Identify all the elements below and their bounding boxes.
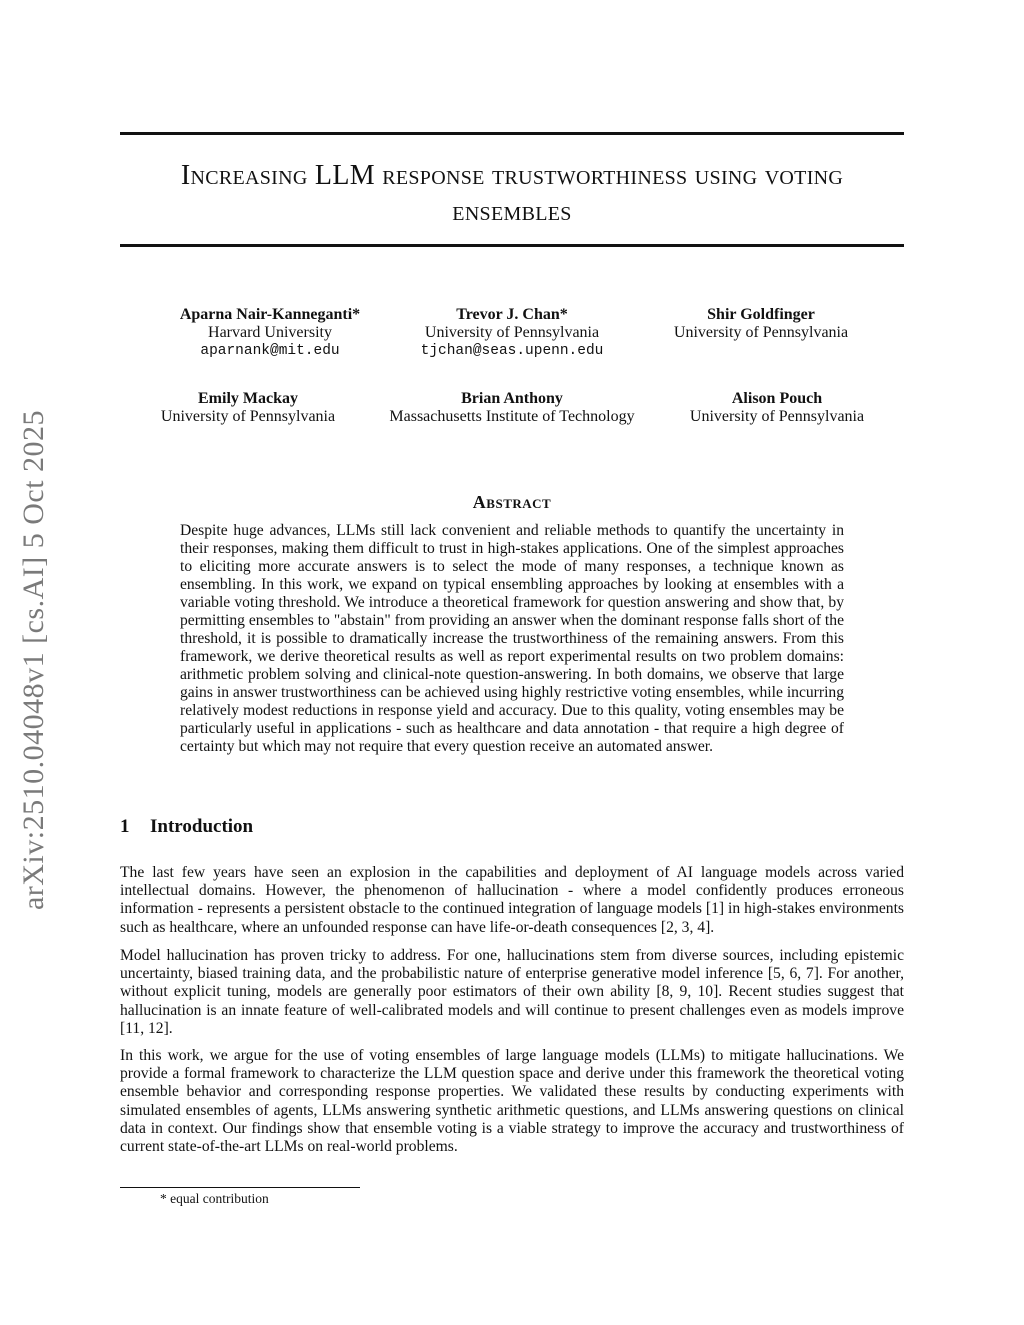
author-block (392, 306, 632, 360)
body-paragraph: Model hallucination has proven tricky to address. For one, hallucinations stem from diverse sources, including epistemic uncertainty, biased training data, and the probabilistic nature of enterprise generative model inference [5, 6, 7]. For another, without explicit tuning, models are generally poor estimators of their own ability [8, 9, 10]. Recent studies suggest that hallucination is an innate feature of well-calibrated models and will continue to present challenges even as models improve [11, 12]. (120, 947, 904, 1037)
section-title: Introduction (150, 816, 254, 837)
arxiv-side-stamp (4, 380, 64, 940)
section-heading (120, 816, 253, 838)
author-email[interactable]: aparnank@mit.edu (200, 343, 340, 359)
arxiv-identifier: arXiv:2510.04048v1 [cs.AI] 5 Oct 2025 (17, 409, 50, 911)
paper-title-line-2: ensembles (452, 196, 572, 227)
author-block (128, 390, 368, 426)
author-block (657, 390, 897, 426)
author-name: Emily Mackay (198, 390, 298, 407)
author-name: Trevor J. Chan* (456, 306, 568, 323)
paper-title (120, 158, 904, 230)
author-name: Shir Goldfinger (707, 306, 815, 323)
author-affiliation: University of Pennsylvania (160, 408, 336, 425)
body-paragraph: The last few years have seen an explosion in the capabilities and deployment of AI language models across varied intellectual domains. However, the phenomenon of hallucination - where a model confidently produces erroneous information - represents a persistent obstacle to the continued integration of language models [1] in high-stakes environments such as healthcare, where an unfounded response can have life-or-death consequences [2, 3, 4]. (120, 864, 904, 936)
title-bottom-rule (120, 244, 904, 247)
author-block (150, 306, 390, 360)
author-affiliation: Harvard University (208, 324, 332, 341)
author-email[interactable]: tjchan@seas.upenn.edu (420, 343, 604, 359)
author-affiliation: Massachusetts Institute of Technology (389, 408, 635, 425)
author-affiliation: University of Pennsylvania (689, 408, 865, 425)
abstract-text: Despite huge advances, LLMs still lack convenient and reliable methods to quantify the uncertainty in their responses, making them difficult to trust in high-stakes applications. One of the simplest approaches to eliciting more accurate answers is to select the mode of many responses, a technique known as ensembling. In this work, we expand on typical ensembling approaches by looking at ensembles with a variable voting threshold. We introduce a theoretical framework for question answering and show that, by permitting ensembles to "abstain" from providing an answer when the dominant response falls short of the threshold, it is possible to dramatically increase the trustworthiness of the remaining answers. From this framework, we derive theoretical results as well as report experimental results on two problem domains: arithmetic problem solving and clinical-note question-answering. In both domains, we observe that large gains in answer trustworthiness can be achieved using highly restrictive voting ensembles, while incurring relatively modest reductions in response yield and accuracy. Due to this quality, voting ensembles may be particularly useful in applications - such as healthcare and data annotation - that require a high degree of certainty but which may not require that every question receive an automated answer. (180, 522, 844, 755)
section-number: 1 (120, 816, 130, 837)
body-paragraph: In this work, we argue for the use of voting ensembles of large language models (LLMs) to mitigate hallucinations. We provide a formal framework to characterize the LLM question space and derive under this framework the theoretical voting ensemble behavior and corresponding response properties. We validated these results by conducting experiments with simulated ensembles of agents, LLMs answering synthetic arithmetic questions, and LLMs answering questions on clinical data in context. Our findings show that ensemble voting is a viable strategy to improve the accuracy and trustworthiness of current state-of-the-art LLMs on real-world problems. (120, 1047, 904, 1156)
paper-title-line-1: Increasing LLM response trustworthiness using voting (180, 160, 844, 191)
author-name: Alison Pouch (731, 390, 823, 407)
title-top-rule (120, 132, 904, 135)
abstract-heading: Abstract (472, 492, 552, 512)
author-block (372, 390, 652, 426)
footnote-rule (120, 1187, 360, 1188)
author-block (641, 306, 881, 342)
footnote: * equal contribution (160, 1191, 269, 1206)
author-name: Brian Anthony (461, 390, 563, 407)
author-affiliation: University of Pennsylvania (673, 324, 849, 341)
author-affiliation: University of Pennsylvania (424, 324, 600, 341)
author-name: Aparna Nair-Kanneganti* (179, 306, 361, 323)
